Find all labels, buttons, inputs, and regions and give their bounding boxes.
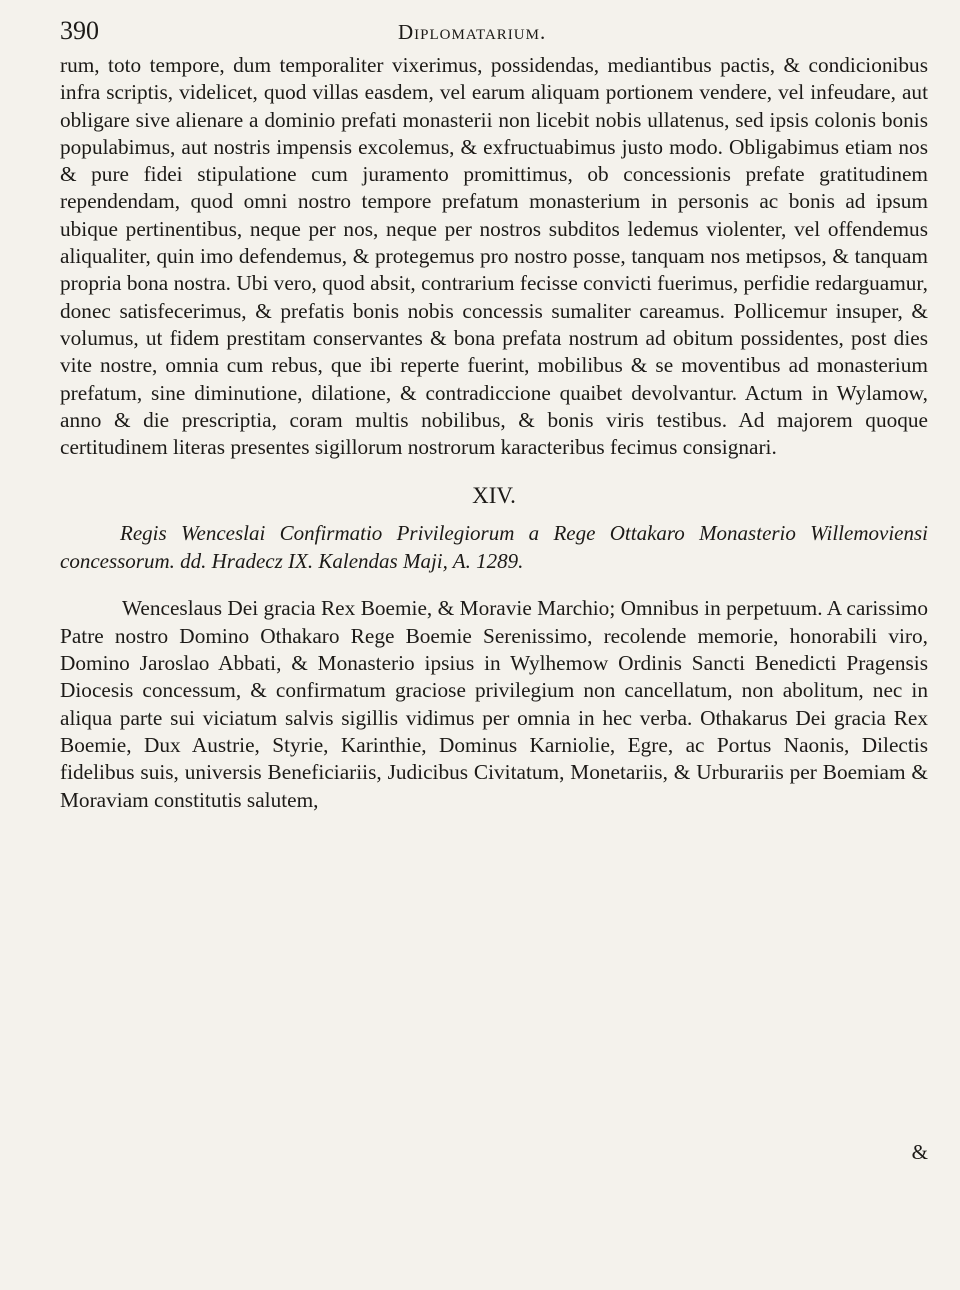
running-head (60, 10, 928, 50)
section-heading: Regis Wenceslai Confirmatio Privilegiorum a Rege Ottakaro Monasterio Willemoviensi concessorum. dd. Hradecz IX. Kalendas Maji, A. 1289. (60, 521, 928, 574)
running-title: Diplomatarium. (398, 20, 547, 44)
paragraph-continued-charter: rum, toto tempore, dum temporaliter vixerimus, possidendas, mediantibus pactis, & condicionibus infra scriptis, videlicet, quod villas easdem, vel earum aliquam portionem vendere, vel infeudare, aut obligare sive alienare a dominio prefati monasterii non licebit nobis ullatenus, sed ipsis colonis bonis populabimus, aut nostris impensis excolemus, & exfructuabimus justo modo. Obligabimus etiam nos & pure fidei stipulatione cum juramento promittimus, ob concessionis prefate gratitudinem rependendam, quod omni nostro tempore prefatum monasterium in personis ac bonis ad ipsum ubique pertinentibus, neque per nos, neque per nostros subditos ledemus violenter, vel offendemus aliqualiter, quin imo defendemus, & protegemus pro nostro posse, tanquam nos metipsos, & tanquam propria bona nostra. Ubi vero, quod absit, contrarium fecisse convicti fuerimus, perfidie redarguamur, donec satisfecerimus, & prefatis bonis nobis concessis sumaliter careamus. Pollicemur insuper, & volumus, ut fidem prestitam conservantes & bona prefata nostrum ad obitum possidentes, post dies vite nostre, omnia cum rebus, que ibi reperte fuerint, mobilibus & se moventibus ad monasterium prefatum, sine diminutione, dilatione, & contradiccione quaibet devolvantur. Actum in Wylamow, anno & die prescriptia, coram multis nobilibus, & bonis viris testibus. Ad majorem quoque certitudinem literas presentes sigillorum nostrorum karacteribus fecimus consignari. (60, 53, 928, 460)
page-number: 390 (60, 16, 99, 45)
section-number: XIV. (472, 483, 516, 509)
paragraph-charter-text: Wenceslaus Dei gracia Rex Boemie, & Moravie Marchio; Omnibus in perpetuum. A carissimo Patre nostro Domino Othakaro Rege Boemie Serenissimo, recolende memorie, honorabili viro, Domino Jaroslao Abbati, & Monasterio ipsius in Wylhemow Ordinis Sancti Benedicti Pragensis Diocesis concessum, & confirmatum graciose privilegium non cancellatum, non abolitum, nec in aliqua parte sui viciatum salvis sigillis vidimus per omnia in hec verba. Othakarus Dei gracia Rex Boemie, Dux Austrie, Styrie, Karinthie, Dominus Karniolie, Egre, ac Portus Naonis, Dilectis fidelibus suis, universis Beneficiariis, Judicibus Civitatum, Monetariis, & Urburariis per Boemiam & Moraviam constitutis salutem, (60, 596, 928, 812)
catchword: & (911, 1140, 928, 1164)
